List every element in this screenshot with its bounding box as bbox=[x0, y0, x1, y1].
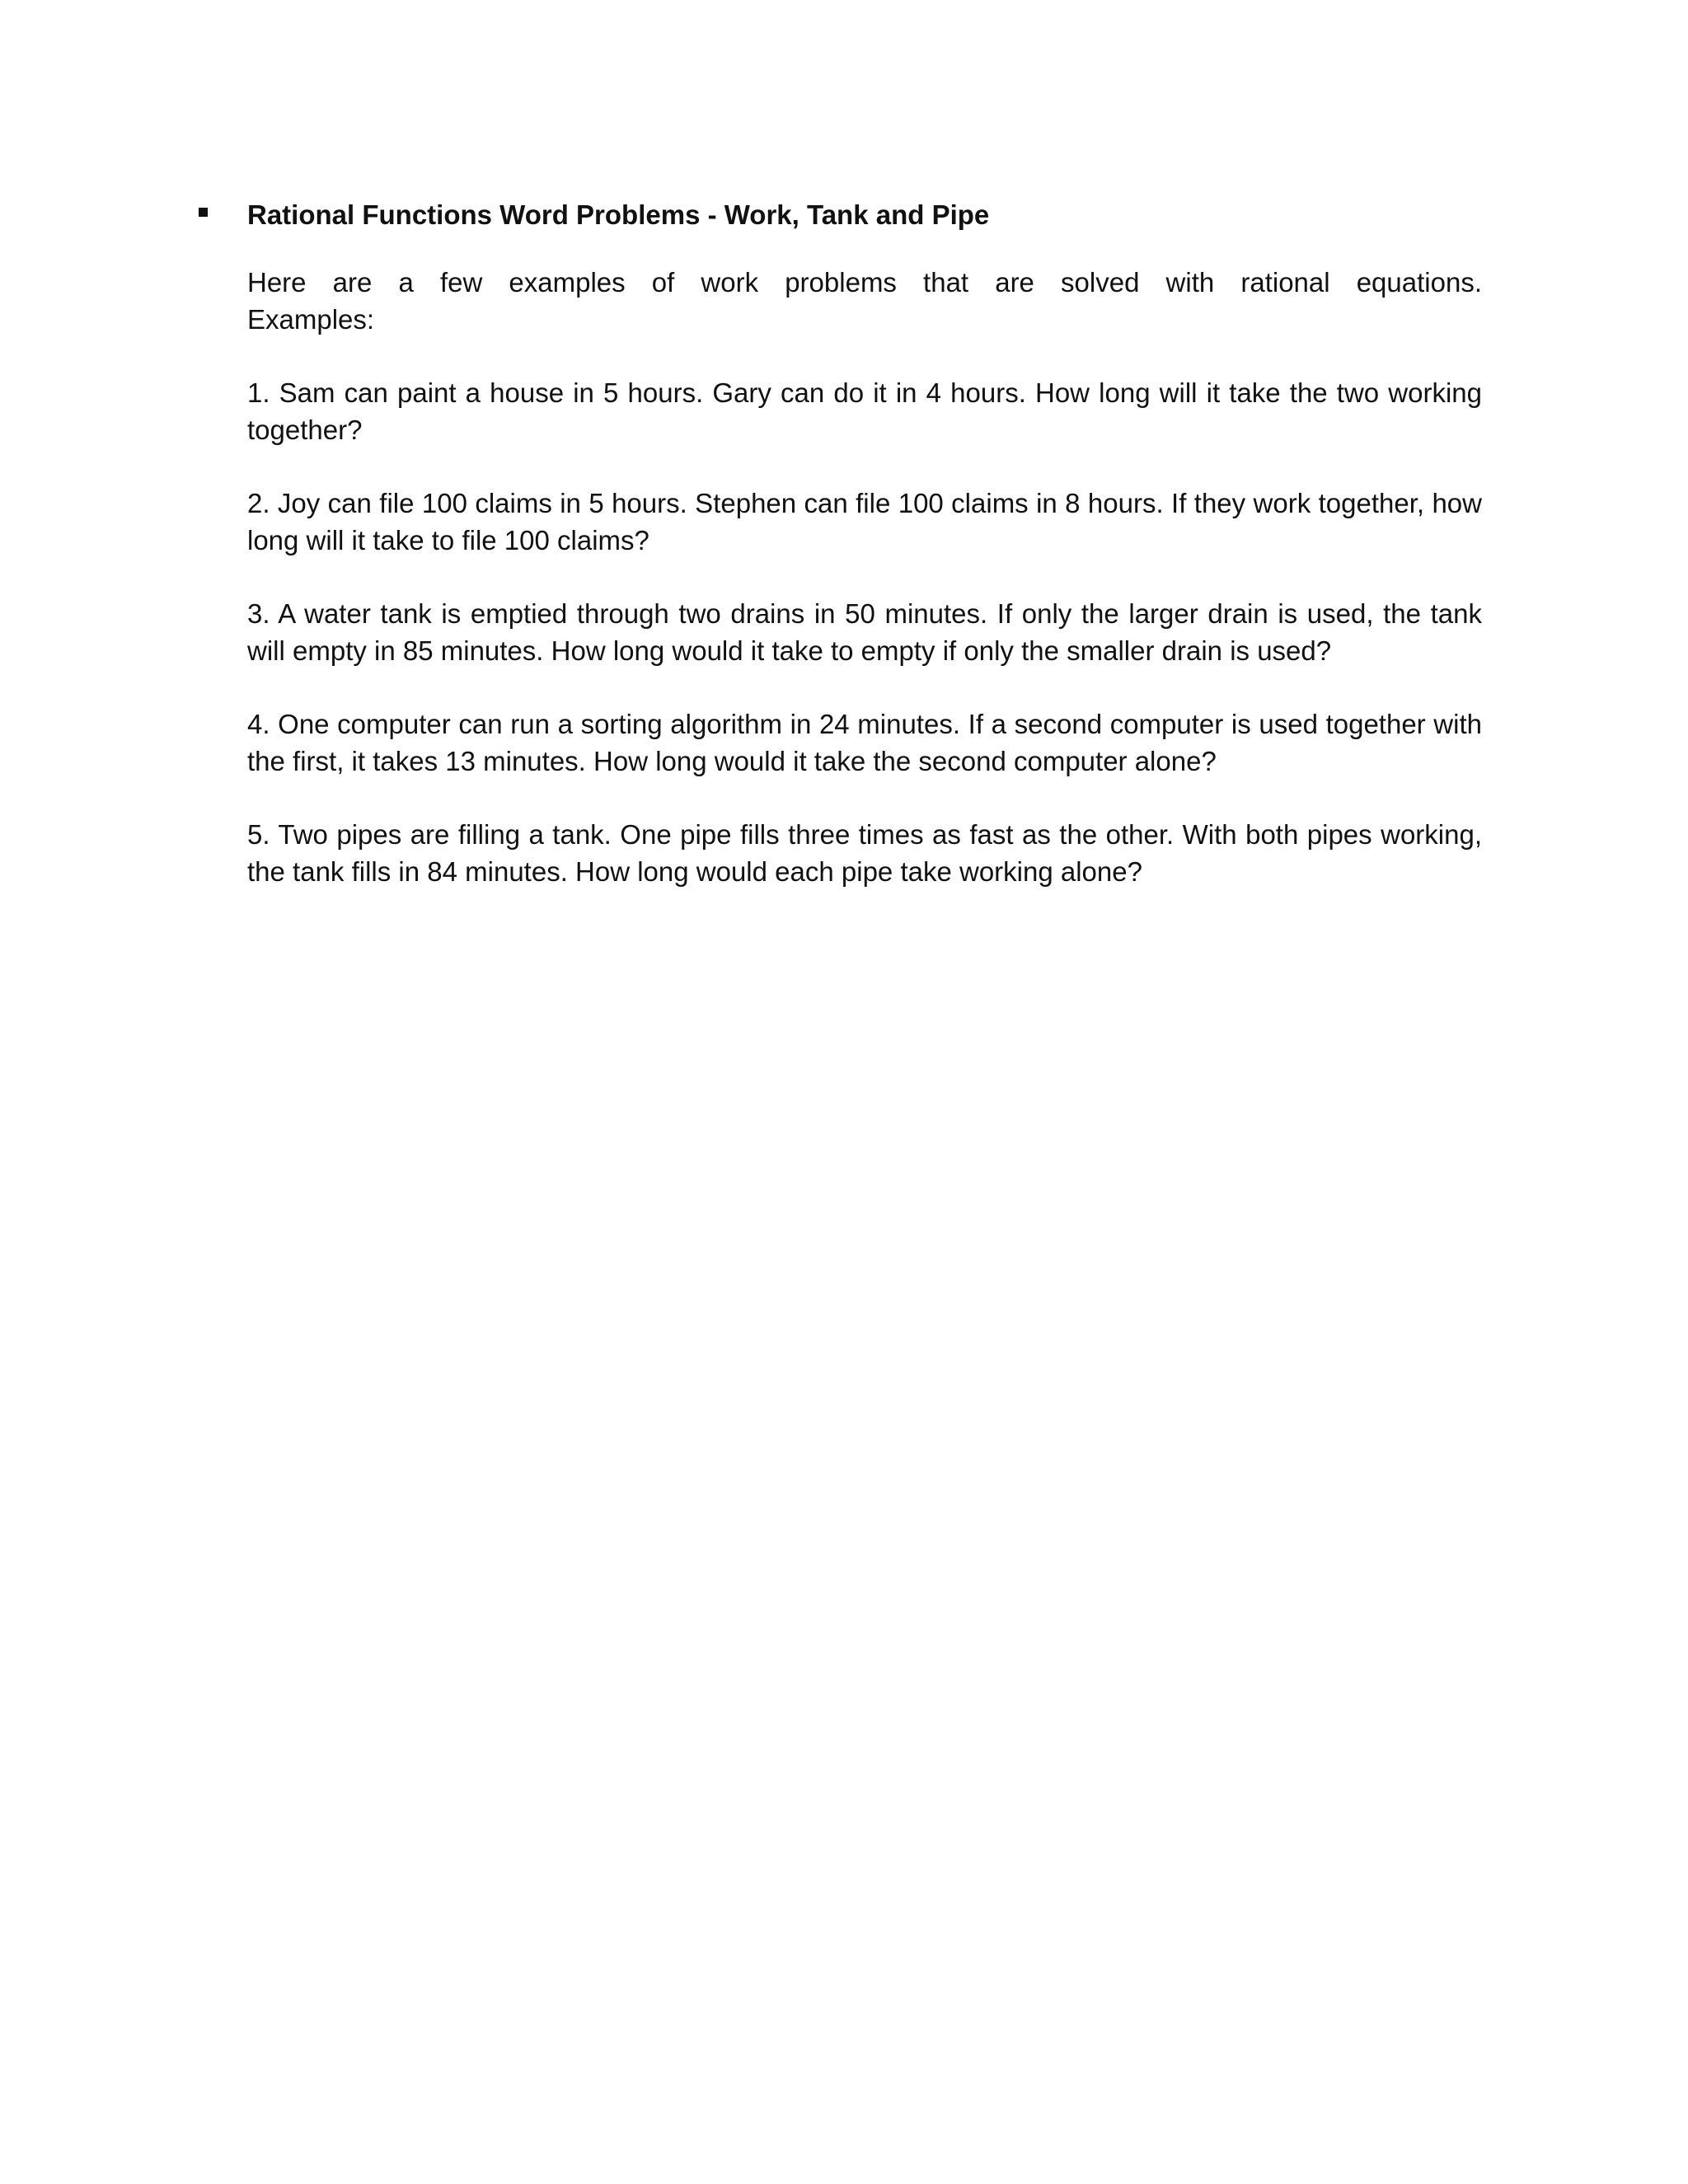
section-heading: Rational Functions Word Problems - Work, Tank and Pipe bbox=[247, 199, 990, 230]
problem-5: 5. Two pipes are filling a tank. One pipe fills three times as fast as the other. With both pipes working, the tank fills in 84 minutes. How long would each pipe take working alone? bbox=[247, 819, 1482, 887]
square-bullet-icon bbox=[199, 208, 208, 217]
intro-examples-label: Examples: bbox=[247, 304, 375, 335]
intro-paragraph bbox=[247, 264, 1482, 338]
problem-2: 2. Joy can file 100 claims in 5 hours. Stephen can file 100 claims in 8 hours. If they work together, how long will it take to file 100 claims? bbox=[247, 488, 1482, 555]
problem-1: 1. Sam can paint a house in 5 hours. Gary can do it in 4 hours. How long will it take the two working together? bbox=[247, 377, 1482, 445]
intro-line: Here are a few examples of work problems that are solved with rational equations. bbox=[247, 267, 1482, 298]
document-body bbox=[247, 194, 1482, 926]
problem-3: 3. A water tank is emptied through two drains in 50 minutes. If only the larger drain is used, the tank will empty in 85 minutes. How long would it take to empty if only the smaller drain is used? bbox=[247, 598, 1482, 666]
problem-4: 4. One computer can run a sorting algorithm in 24 minutes. If a second computer is used together with the first, it takes 13 minutes. How long would it take the second computer alone? bbox=[247, 709, 1482, 776]
